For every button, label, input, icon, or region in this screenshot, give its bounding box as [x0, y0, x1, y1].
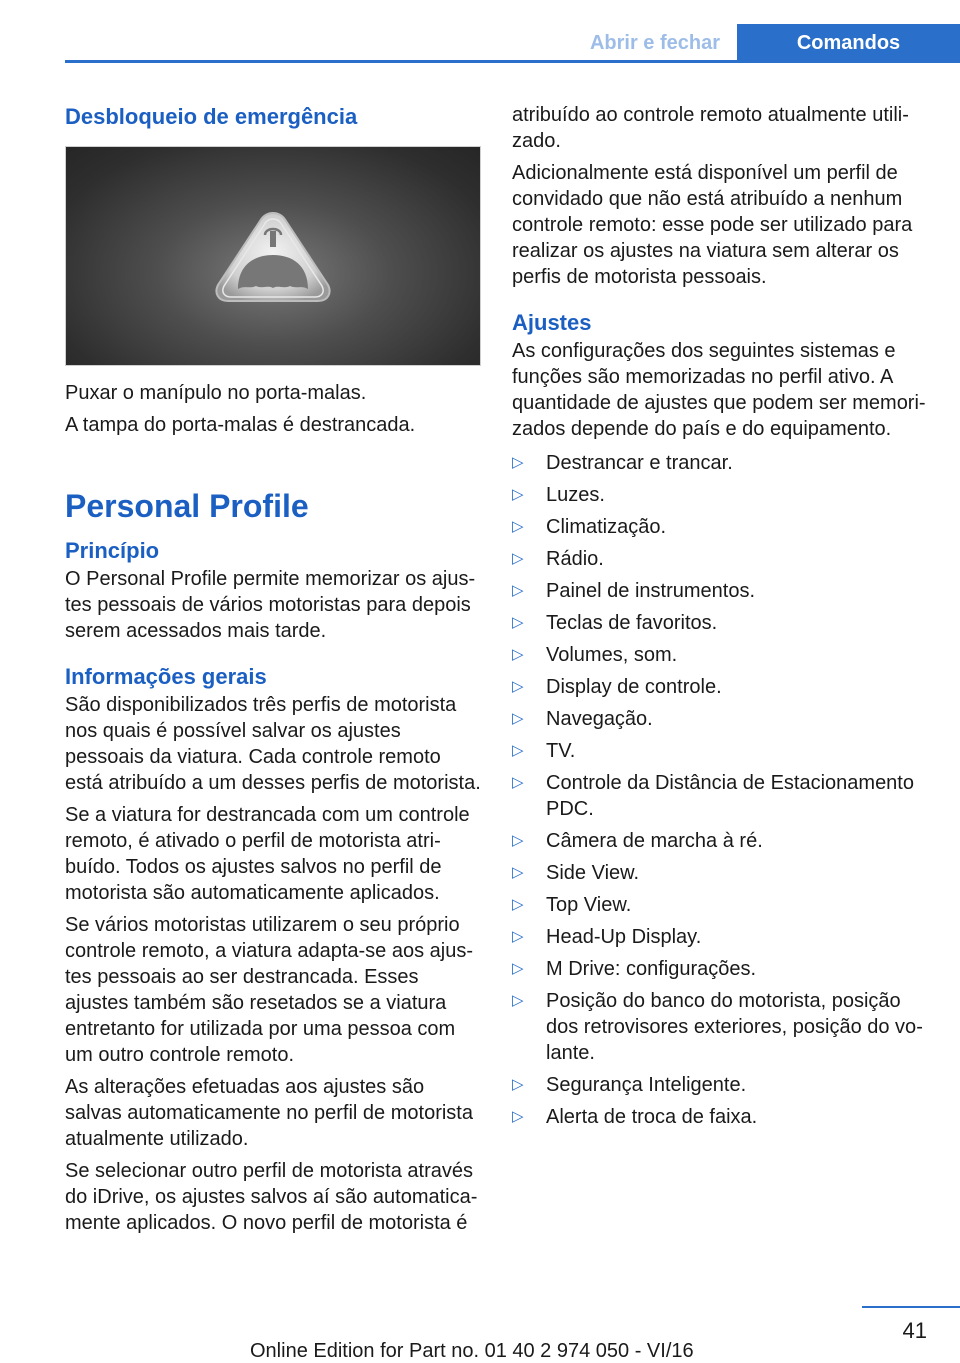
list-item-text: Alerta de troca de faixa.: [546, 1106, 758, 1128]
list-item-text: Top View.: [546, 894, 632, 916]
edition-label: Online Edition for Part no. 01 40 2 974 050 - VI/16: [250, 1340, 694, 1362]
list-item-text: Controle da Distância de Estacionamento PDC.: [546, 772, 914, 820]
list-item-text: Rádio.: [546, 548, 604, 570]
triangle-bullet-icon: ▷: [512, 582, 524, 599]
list-item-text: Head-Up Display.: [546, 926, 702, 948]
heading-settings: Ajustes: [512, 310, 592, 335]
list-item: [512, 956, 930, 982]
list-item: [512, 482, 930, 508]
para-info-2: Se a viatura for destrancada com um controle remoto, é ativado o perfil de motorista atribuído. Todos os ajustes salvos no perfil de motorista são automaticamente aplicados.: [65, 804, 470, 904]
settings-list: [512, 450, 930, 1130]
triangle-bullet-icon: ▷: [512, 678, 524, 695]
left-column: [65, 100, 481, 1236]
trunk-release-figure: [65, 146, 481, 366]
trunk-emergency-release-icon: [66, 147, 480, 365]
triangle-bullet-icon: ▷: [512, 832, 524, 849]
triangle-bullet-icon: ▷: [512, 1108, 524, 1125]
list-item: [512, 674, 930, 700]
list-item: [512, 860, 930, 886]
list-item: [512, 514, 930, 540]
heading-principle: Princípio: [65, 538, 160, 563]
list-item: [512, 450, 930, 476]
triangle-bullet-icon: ▷: [512, 774, 524, 791]
triangle-bullet-icon: ▷: [512, 928, 524, 945]
triangle-bullet-icon: ▷: [512, 646, 524, 663]
list-item-text: Painel de instrumentos.: [546, 580, 756, 602]
para-info-1: São disponibilizados três perfis de motorista nos quais é possível salvar os ajustes pessoais da viatura. Cada controle remoto está atribuído a um desses perfis de motorista.: [65, 694, 481, 794]
page-number: 41: [902, 1318, 927, 1343]
list-item-text: Luzes.: [546, 484, 605, 506]
triangle-bullet-icon: ▷: [512, 742, 524, 759]
para-settings: As configurações dos seguintes sistemas e funções são memorizadas no perfil ativo. A quantidade de ajustes que podem ser memorizados depende do país e do equipamento.: [512, 340, 926, 440]
header-rule: [65, 60, 960, 63]
triangle-bullet-icon: ▷: [512, 518, 524, 535]
list-item-text: Posição do banco do motorista, posição dos retrovisores exteriores, posição do volante.: [546, 990, 923, 1064]
para-assigned-continued: atribuído ao controle remoto atualmente utilizado.: [512, 104, 909, 152]
triangle-bullet-icon: ▷: [512, 454, 524, 471]
list-item: [512, 642, 930, 668]
heading-general-info: Informações gerais: [65, 664, 267, 689]
header-tab-abrir-e-fechar: Abrir e fechar: [589, 32, 721, 54]
triangle-bullet-icon: ▷: [512, 864, 524, 881]
para-guest-profile: Adicionalmente está disponível um perfil de convidado que não está atribuído a nenhum controle remoto: esse pode ser utilizado para realizar os ajustes na viatura sem alterar os perfis de motorista pessoais.: [512, 162, 913, 288]
list-item: [512, 546, 930, 572]
list-item-text: Climatização.: [546, 516, 667, 538]
triangle-bullet-icon: ▷: [512, 486, 524, 503]
triangle-bullet-icon: ▷: [512, 550, 524, 567]
list-item: [512, 578, 930, 604]
list-item-text: Side View.: [546, 862, 640, 884]
para-lid-unlocked: A tampa do porta-malas é destrancada.: [65, 414, 416, 436]
list-item: [512, 1104, 930, 1130]
para-info-3: Se vários motoristas utilizarem o seu próprio controle remoto, a viatura adapta-se aos ajustes pessoais ao ser destrancada. Esses ajustes também são resetados se a viatura entretanto for utilizada por uma pessoa com um outro controle remoto.: [65, 914, 474, 1066]
para-info-4: As alterações efetuadas aos ajustes são salvas automaticamente no perfil de motorista atualmente utilizado.: [65, 1076, 473, 1150]
list-item-text: Teclas de favoritos.: [546, 612, 718, 634]
header-tab-comandos: Comandos: [737, 24, 960, 62]
heading-emergency-release: Desbloqueio de emergência: [65, 104, 358, 129]
list-item: [512, 770, 930, 822]
right-column: [512, 100, 930, 1136]
list-item: [512, 988, 930, 1066]
list-item-text: Câmera de marcha à ré.: [546, 830, 763, 852]
footer-rule: [862, 1306, 960, 1308]
list-item: [512, 706, 930, 732]
list-item: [512, 610, 930, 636]
list-item-text: TV.: [546, 740, 576, 762]
triangle-bullet-icon: ▷: [512, 1076, 524, 1093]
list-item: [512, 924, 930, 950]
heading-personal-profile: Personal Profile: [65, 488, 309, 524]
para-principle: O Personal Profile permite memorizar os ajustes pessoais de vários motoristas para depois serem acessados mais tarde.: [65, 568, 476, 642]
list-item-text: M Drive: configurações.: [546, 958, 757, 980]
list-item-text: Destrancar e trancar.: [546, 452, 733, 474]
triangle-bullet-icon: ▷: [512, 710, 524, 727]
list-item: [512, 1072, 930, 1098]
triangle-bullet-icon: ▷: [512, 992, 524, 1009]
list-item-text: Display de controle.: [546, 676, 722, 698]
para-info-5: Se selecionar outro perfil de motorista através do iDrive, os ajustes salvos aí são automaticamente aplicados. O novo perfil de motorista é: [65, 1160, 478, 1234]
triangle-bullet-icon: ▷: [512, 960, 524, 977]
list-item: [512, 828, 930, 854]
triangle-bullet-icon: ▷: [512, 896, 524, 913]
para-pull-handle: Puxar o manípulo no porta-malas.: [65, 382, 367, 404]
list-item-text: Navegação.: [546, 708, 653, 730]
list-item: [512, 892, 930, 918]
list-item: [512, 738, 930, 764]
list-item-text: Volumes, som.: [546, 644, 678, 666]
triangle-bullet-icon: ▷: [512, 614, 524, 631]
list-item-text: Segurança Inteligente.: [546, 1074, 747, 1096]
